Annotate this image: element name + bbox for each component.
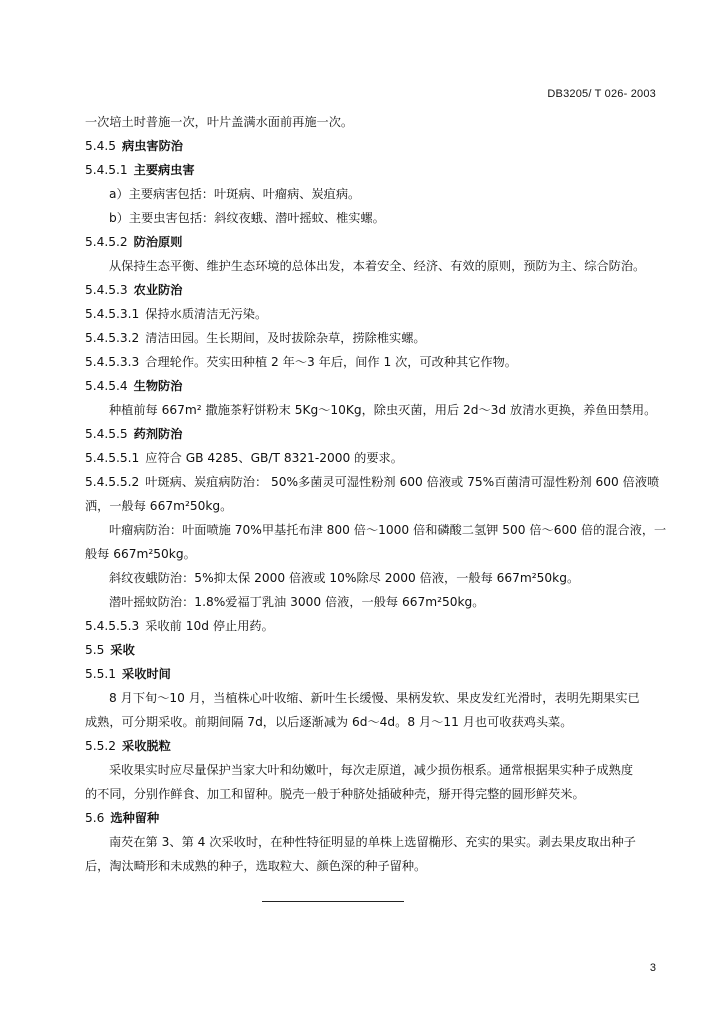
clause-number: 5.4.5.5.1 xyxy=(85,451,140,465)
section-number: 5.5.2 xyxy=(85,739,117,753)
numbered-clause xyxy=(85,350,657,374)
section-heading xyxy=(85,662,657,686)
section-heading xyxy=(85,134,657,158)
paragraph-line: 采收果实时应尽量保护当家大叶和幼嫩叶，每次走原道，减少损伤根系。通常根据果实种子成熟度 xyxy=(109,763,634,777)
standard-code: DB3205/ T 026- 2003 xyxy=(547,88,656,100)
page-number: 3 xyxy=(649,962,656,974)
numbered-clause xyxy=(85,302,657,326)
section-number: 5.4.5.4 xyxy=(85,379,128,393)
numbered-clause xyxy=(85,446,657,470)
section-heading xyxy=(85,806,657,830)
clause-number: 5.4.5.3.2 xyxy=(85,331,140,345)
paragraph-line: 后，淘汰畸形和未成熟的种子，选取粒大、颜色深的种子留种。 xyxy=(85,859,427,873)
clause-text: 采收前 10d 停止用药。 xyxy=(145,619,274,633)
section-number: 5.5 xyxy=(85,643,105,657)
numbered-clause xyxy=(85,614,657,638)
section-title: 生物防治 xyxy=(133,379,183,393)
paragraph-line: 叶瘤病防治：叶面喷施 70%甲基托布津 800 倍～1000 倍和磷酸二氢钾 500 倍～600 倍的混合液，一 xyxy=(109,523,667,537)
paragraph-line: 斜纹夜蛾防治：5%抑太保 2000 倍液或 10%除尽 2000 倍液，一般每 667m²50kg。 xyxy=(109,571,580,585)
clause-number: 5.4.5.5.3 xyxy=(85,619,140,633)
section-heading xyxy=(85,734,657,758)
section-title: 防治原则 xyxy=(133,235,183,249)
section-title: 采收脱粒 xyxy=(122,739,171,753)
paragraph-line: b）主要虫害包括：斜纹夜蛾、潜叶摇蚊、椎实螺。 xyxy=(109,211,385,225)
clause-number: 5.4.5.5.2 xyxy=(85,475,140,489)
clause-text: 保持水质清洁无污染。 xyxy=(145,307,268,321)
section-title: 病虫害防治 xyxy=(122,139,183,153)
clause-text: 叶斑病、炭疽病防治： 50%多菌灵可湿性粉剂 600 倍液或 75%百菌清可湿性粉剂 600 倍液喷 xyxy=(145,475,660,489)
paragraph-line: 般每 667m²50kg。 xyxy=(85,547,196,561)
section-heading xyxy=(85,158,657,182)
paragraph-line: 从保持生态平衡、维护生态环境的总体出发，本着安全、经济、有效的原则，预防为主、综合防治。 xyxy=(109,259,646,273)
section-title: 选种留种 xyxy=(110,811,160,825)
section-number: 5.4.5.2 xyxy=(85,235,128,249)
section-number: 5.6 xyxy=(85,811,105,825)
section-heading xyxy=(85,638,657,662)
clause-text: 应符合 GB 4285、GB/T 8321-2000 的要求。 xyxy=(145,451,403,465)
clause-number: 5.4.5.3.3 xyxy=(85,355,140,369)
section-number: 5.4.5.3 xyxy=(85,283,128,297)
section-title: 药剂防治 xyxy=(133,427,183,441)
paragraph-line: 一次培土时普施一次，叶片盖满水面前再施一次。 xyxy=(85,115,354,129)
section-title: 主要病虫害 xyxy=(133,163,195,177)
end-rule xyxy=(262,901,404,902)
paragraph-line: 潜叶摇蚊防治：1.8%爱福丁乳油 3000 倍液，一般每 667m²50kg。 xyxy=(109,595,485,609)
section-title: 农业防治 xyxy=(133,283,183,297)
clause-text: 清洁田园。生长期间，及时拔除杂草，捞除椎实螺。 xyxy=(145,331,426,345)
section-number: 5.4.5.1 xyxy=(85,163,128,177)
numbered-clause xyxy=(85,326,657,350)
section-heading xyxy=(85,278,657,302)
section-number: 5.4.5.5 xyxy=(85,427,128,441)
paragraph-line: 的不同，分别作鲜食、加工和留种。脱壳一般于种脐处插破种壳，掰开得完整的圆形鲜芡米。 xyxy=(85,787,585,801)
document-body xyxy=(85,110,667,878)
paragraph-line: 8 月下旬～10 月，当植株心叶收缩、新叶生长缓慢、果柄发软、果皮发红光滑时，表明先期果实已 xyxy=(109,691,640,705)
section-heading xyxy=(85,374,657,398)
paragraph-line: 南芡在第 3、第 4 次采收时，在种性特征明显的单株上选留椭形、充实的果实。剥去果皮取出种子 xyxy=(109,835,636,849)
paragraph-line: 种植前每 667m² 撒施茶籽饼粉末 5Kg～10Kg，除虫灭菌，用后 2d～3d 放清水更换，养鱼田禁用。 xyxy=(109,403,657,417)
section-heading xyxy=(85,422,657,446)
section-number: 5.5.1 xyxy=(85,667,117,681)
section-title: 采收时间 xyxy=(122,667,171,681)
section-heading xyxy=(85,230,657,254)
section-number: 5.4.5 xyxy=(85,139,117,153)
paragraph-line: 洒，一般每 667m²50kg。 xyxy=(85,499,233,513)
section-title: 采收 xyxy=(110,643,135,657)
paragraph-line: a）主要病害包括：叶斑病、叶瘤病、炭疽病。 xyxy=(109,187,361,201)
clause-number: 5.4.5.3.1 xyxy=(85,307,140,321)
paragraph-line: 成熟，可分期采收。前期间隔 7d，以后逐渐减为 6d～4d。8 月～11 月也可收获鸡头菜。 xyxy=(85,715,573,729)
numbered-clause xyxy=(85,470,660,494)
clause-text: 合理轮作。芡实田种植 2 年～3 年后，间作 1 次，可改种其它作物。 xyxy=(145,355,517,369)
